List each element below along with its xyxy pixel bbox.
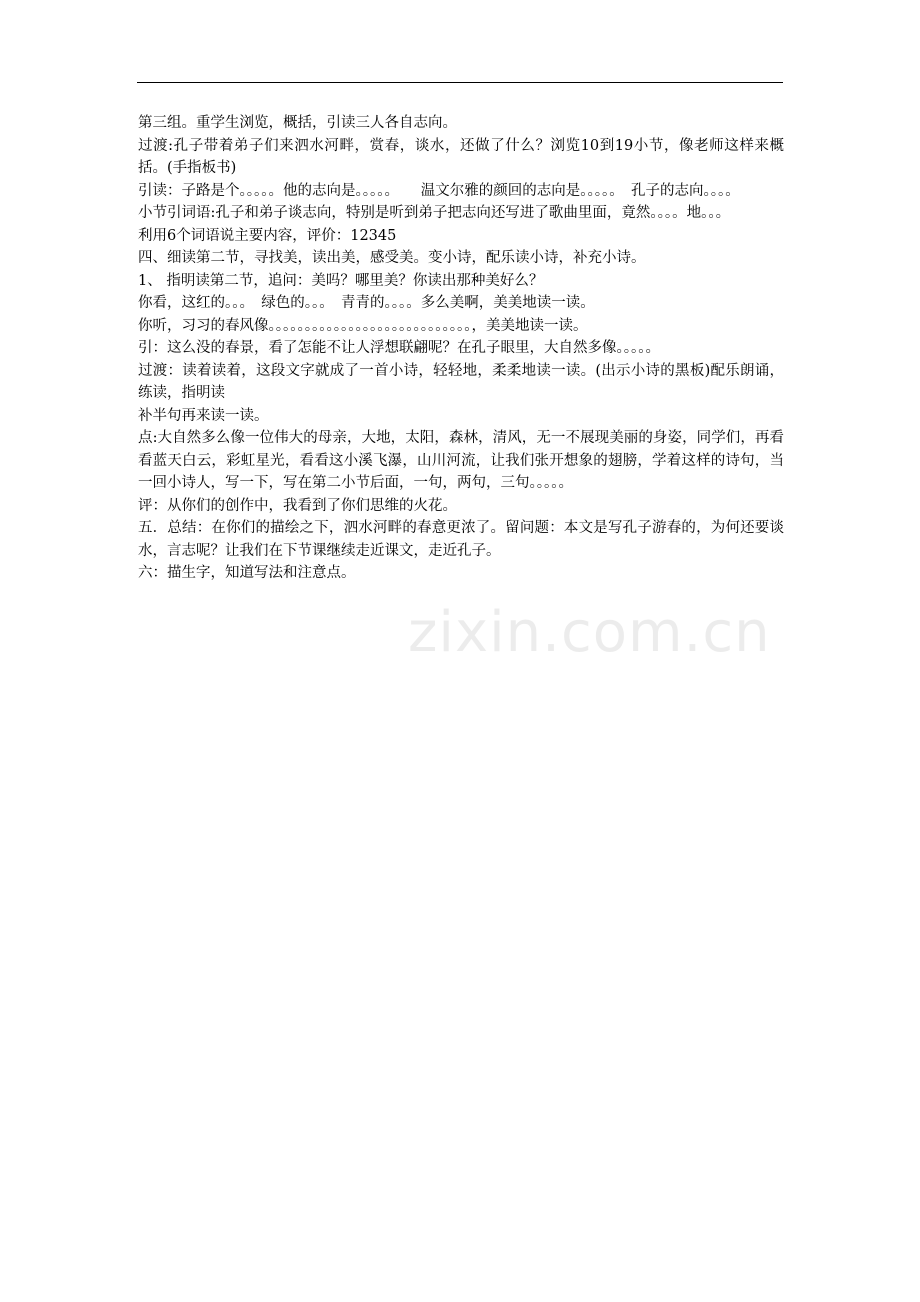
paragraph-step-six: 六：描生字，知道写法和注意点。 — [138, 565, 356, 581]
paragraph-lead-nature: 引：这么没的春景，看了怎能不让人浮想联翩呢？在孔子眼里，大自然多像。。。。。 — [138, 340, 660, 356]
paragraph-nature-mother: 点:大自然多么像一位伟大的母亲，大地，太阳，森林，清风，无一不展现美丽的身姿，同学们，再看看蓝天白云，彩虹星光，看看这小溪飞瀑，山川河流，让我们张开想象的翅膀，学着这样的诗句，当一回小诗人，写一下，写在第二小节后面，一句，两句，三句。。。。。 — [138, 430, 784, 491]
header-rule — [137, 82, 783, 83]
paragraph-look-colors: 你看，这红的。。。 绿色的。。。 青青的。。。。多么美啊，美美地读一读。 — [138, 295, 595, 311]
paragraph-step-four: 四、细读第二节，寻找美，读出美，感受美。变小诗，配乐读小诗，补充小诗。 — [138, 250, 646, 266]
watermark: zixin.com.cn — [408, 600, 771, 665]
paragraph-question-beauty: 1、 指明读第二节，追问：美吗？哪里美？你读出那种美好么？ — [138, 272, 544, 289]
document-body — [138, 112, 784, 585]
paragraph-step-five: 五．总结：在你们的描绘之下，泗水河畔的春意更浓了。留问题：本文是写孔子游春的，为何还要谈水，言志呢？让我们在下节课继续走近课文，走近孔子。 — [138, 520, 784, 559]
paragraph-transition-poem: 过渡：读着读着，这段文字就成了一首小诗，轻轻地，柔柔地读一读。(出示小诗的黑板)配乐朗诵，练读，指明读 — [138, 362, 784, 401]
paragraph-group-three: 第三组。重学生浏览，概括，引读三人各自志向。 — [138, 115, 457, 131]
paragraph-listen-breeze: 你听，习习的春风像。。。。。。。。。。。。。。。。。。。。。。。。。。。。，美美地读一读。 — [138, 317, 588, 334]
paragraph-evaluation: 评：从你们的创作中，我看到了你们思维的火花。 — [138, 497, 457, 514]
paragraph-section-words: 小节引词语:孔子和弟子谈志向，特别是听到弟子把志向还写进了歌曲里面，竟然。。。。地。。。 — [138, 205, 731, 221]
paragraph-transition-outline: 过渡:孔子带着弟子们来泗水河畔，赏春，谈水，还做了什么？浏览10到19小节，像老师这样来概括。(手指板书) — [138, 137, 784, 176]
paragraph-summary-rating: 利用6个词语说主要内容，评价：12345 — [138, 227, 397, 244]
paragraph-half-sentence: 补半句再来读一读。 — [138, 407, 269, 424]
paragraph-guided-reading: 引读：子路是个。。。。。他的志向是。。。。。 温文尔雅的颜回的志向是。。。。。 孔子的志向。。。。 — [138, 182, 740, 199]
